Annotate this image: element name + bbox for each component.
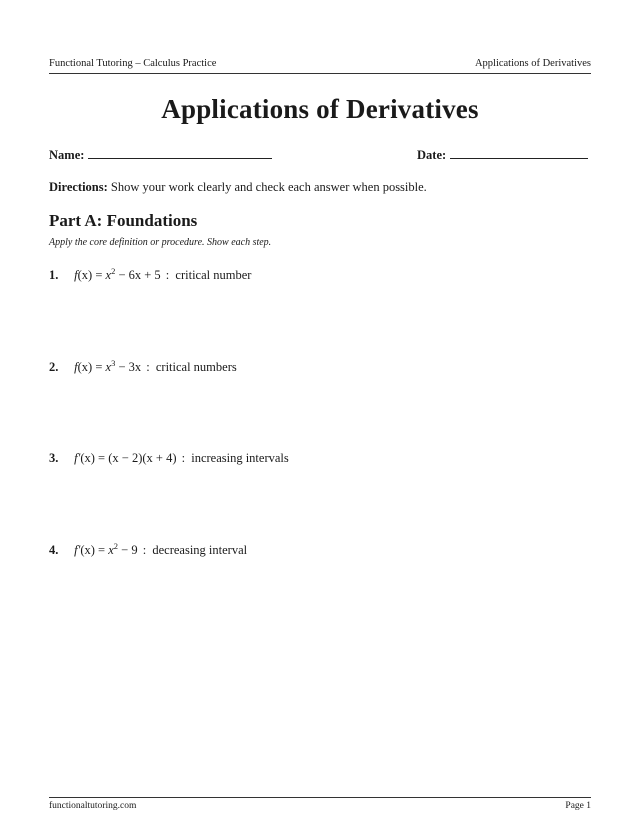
problem-task: decreasing interval (152, 543, 248, 557)
problem-number: 1. (49, 268, 59, 282)
date-label: Date: (417, 148, 447, 162)
section-title: Part A: Foundations (49, 211, 198, 230)
name-blank-line[interactable] (88, 146, 272, 159)
running-header (49, 58, 591, 74)
footer-website: functionaltutoring.com (49, 801, 137, 811)
date-blank-line[interactable] (450, 146, 588, 159)
page-title: Applications of Derivatives (161, 94, 479, 124)
problem-expression: $f'(x) = x^2 - 9$ (74, 541, 138, 557)
problem-expression: $f(x) = x^3 - 3x$ (74, 358, 142, 374)
header-topic: Applications of Derivatives (474, 58, 591, 69)
problem-4: 4. $f'(x) = x^2 - 9$ : decreasing interval (49, 541, 248, 557)
problem-number: 3. (49, 451, 59, 465)
problem-task: critical numbers (155, 360, 237, 374)
section-subtitle: Apply the core definition or procedure. Show each step. (49, 237, 272, 248)
problem-2: 2. $f(x) = x^3 - 3x$ : critical numbers (49, 358, 237, 374)
footer-page-number: Page 1 (565, 801, 591, 811)
problem-expression: $f(x) = x^2 - 6x + 5$ (74, 266, 161, 282)
directions-label: Directions: (49, 180, 108, 194)
name-label: Name: (49, 148, 85, 162)
header-course-title: Functional Tutoring – Calculus Practice (49, 58, 217, 69)
problem-number: 4. (49, 543, 59, 557)
problem-number: 2. (49, 360, 59, 374)
problem-task: critical number (175, 268, 252, 282)
date-field[interactable] (417, 146, 588, 163)
problem-3: 3. f′(x) = (x − 2)(x + 4) : increasing intervals (49, 451, 289, 465)
problem-1: 1. $f(x) = x^2 - 6x + 5$ : critical number (49, 266, 252, 282)
problem-expression: f′(x) = (x − 2)(x + 4) (74, 451, 177, 465)
name-field[interactable] (49, 146, 272, 163)
directions (49, 180, 427, 195)
directions-text: Show your work clearly and check each answer when possible. (110, 180, 427, 194)
running-footer (49, 797, 591, 811)
problem-task: increasing intervals (191, 451, 289, 465)
